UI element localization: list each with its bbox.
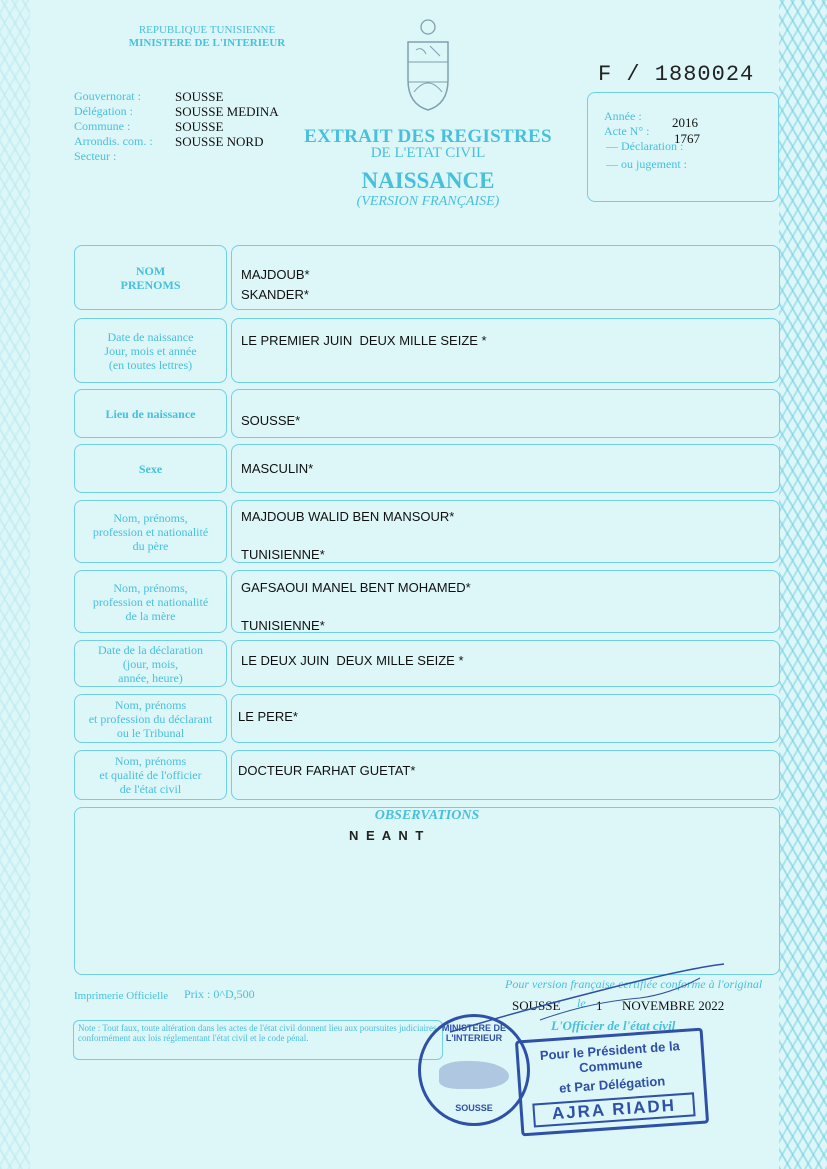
observations-label: OBSERVATIONS <box>374 808 480 823</box>
acte-value: 1767 <box>674 131 700 146</box>
label-nom-prenoms: NOM PRENOMS <box>74 245 227 310</box>
nom-prenoms-text: MAJDOUB* SKANDER* <box>241 267 310 302</box>
title-line2: DE L'ETAT CIVIL <box>370 145 486 161</box>
map-icon <box>439 1061 509 1089</box>
label-lieu-naissance: Lieu de naissance <box>74 389 227 438</box>
imprimerie-text: Imprimerie Officielle <box>74 990 169 1002</box>
lieu-naissance-text: SOUSSE* <box>241 413 301 428</box>
round-stamp-sub: SOUSSE <box>455 1103 493 1113</box>
secteur-label: Secteur : <box>74 149 117 163</box>
title-line1: EXTRAIT DES REGISTRES <box>304 126 552 147</box>
round-stamp-text: MINISTERE DE L'INTERIEUR <box>441 1023 506 1043</box>
round-stamp <box>418 1014 530 1126</box>
pere-text: MAJDOUB WALID BEN MANSOUR* TUNISIENNE* <box>241 509 455 562</box>
label-pere: Nom, prénoms, profession et nationalité du père <box>74 500 227 563</box>
value-nom-prenoms <box>231 245 780 310</box>
label-date-naissance: Date de naissance Jour, mois et année (en toutes lettres) <box>74 318 227 383</box>
certif-le: le <box>577 996 586 1010</box>
value-officier <box>231 750 780 800</box>
document-title <box>292 126 564 210</box>
serial-text: F / 1880024 <box>598 62 755 87</box>
value-pere <box>231 500 780 563</box>
certif-day: 1 <box>596 998 603 1013</box>
coat-of-arms-icon <box>396 16 460 114</box>
date-naissance-text: LE PREMIER JUIN DEUX MILLE SEIZE * <box>241 333 487 348</box>
serial-number <box>598 62 754 87</box>
certif-text: Pour version française certifiée conforme à l'original <box>505 977 763 991</box>
certif-place: SOUSSE <box>512 998 561 1013</box>
date-declaration-text: LE DEUX JUIN DEUX MILLE SEIZE * <box>241 653 464 668</box>
value-date-declaration <box>231 640 780 687</box>
gouvernorat-label: Gouvernorat : <box>74 89 141 103</box>
officer-title: L'Officier de l'état civil <box>551 1018 676 1033</box>
value-date-naissance <box>231 318 780 383</box>
annee-value: 2016 <box>672 115 698 130</box>
value-lieu-naissance <box>231 389 780 438</box>
annee-label: Année : <box>604 109 642 123</box>
value-mere <box>231 570 780 633</box>
header-republic <box>112 24 302 50</box>
rect-stamp-line2: et Par Délégation <box>558 1073 666 1096</box>
left-guilloche-border <box>0 0 30 1169</box>
acte-label: Acte N° : <box>604 124 650 138</box>
arrondis-label: Arrondis. com. : <box>74 134 153 148</box>
ministry-text: MINISTERE DE L'INTERIEUR <box>128 37 286 49</box>
sexe-text: MASCULIN* <box>241 461 314 476</box>
prix-text: Prix : 0^D,500 <box>184 987 255 1001</box>
declaration-label: — Déclaration : <box>606 139 684 153</box>
officier-text: DOCTEUR FARHAT GUETAT* <box>238 763 416 778</box>
commune-label: Commune : <box>74 119 131 133</box>
right-guilloche-border <box>779 0 827 1169</box>
observations-value: N E A N T <box>349 828 426 843</box>
label-mere: Nom, prénoms, profession et nationalité de la mère <box>74 570 227 633</box>
delegation-label: Délégation : <box>74 104 133 118</box>
label-sexe: Sexe <box>74 444 227 493</box>
commune-value: SOUSSE <box>175 119 224 134</box>
title-version: (VERSION FRANÇAISE) <box>356 194 500 209</box>
delegation-value: SOUSSE MEDINA <box>175 104 279 119</box>
note-text: Note : Tout faux, toute altération dans les actes de l'état civil donnent lieu aux poursuites judiciaires conformément aux lois réglementant l'état civil et le code pénal. <box>78 1023 437 1043</box>
label-date-declaration: Date de la déclaration (jour, mois, année, heure) <box>74 640 227 687</box>
admin-values <box>175 89 279 149</box>
gouvernorat-value: SOUSSE <box>175 89 224 104</box>
jugement-label: — ou jugement : <box>606 157 687 171</box>
declarant-text: LE PERE* <box>238 709 298 724</box>
title-naissance: NAISSANCE <box>361 168 495 193</box>
mere-text: GAFSAOUI MANEL BENT MOHAMED* TUNISIENNE* <box>241 580 471 633</box>
label-declarant: Nom, prénoms et profession du déclarant ou le Tribunal <box>74 694 227 743</box>
rect-stamp-line1: Pour le Président de la Commune <box>539 1038 681 1076</box>
value-declarant <box>231 694 780 743</box>
rect-stamp-line3: AJRA RIADH <box>532 1092 695 1127</box>
certif-month-year: NOVEMBRE 2022 <box>622 998 725 1013</box>
rect-stamp <box>515 1028 709 1137</box>
label-officier: Nom, prénoms et qualité de l'officier de l'état civil <box>74 750 227 800</box>
arrondis-value: SOUSSE NORD <box>175 134 264 149</box>
admin-labels <box>74 89 153 164</box>
value-sexe <box>231 444 780 493</box>
observations-box <box>74 807 780 975</box>
republic-text: REPUBLIQUE TUNISIENNE <box>138 24 276 36</box>
